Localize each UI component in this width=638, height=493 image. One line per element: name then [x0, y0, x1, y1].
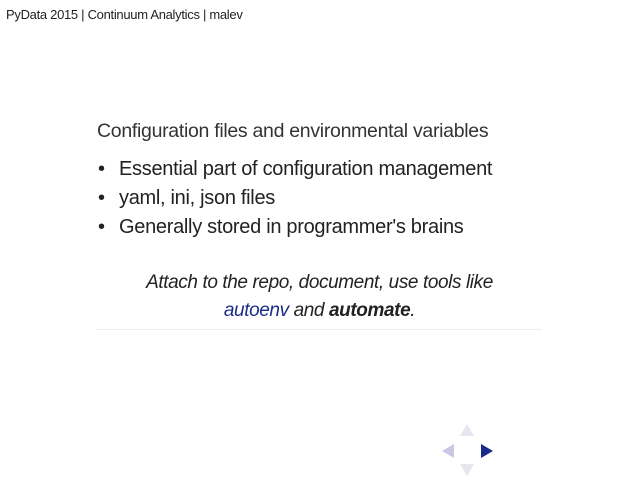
triangle-left-icon[interactable]	[442, 444, 454, 458]
slide-title: Configuration files and environmental variables	[97, 120, 489, 142]
divider	[97, 329, 542, 330]
bullet-item	[97, 184, 542, 213]
presentation-header: PyData 2015 | Continuum Analytics | malev	[6, 7, 243, 22]
bullet-dot-icon: •	[98, 216, 105, 238]
slide-content	[97, 120, 542, 330]
bullet-text: Essential part of configuration management	[119, 158, 493, 180]
note-bold: automate	[328, 300, 411, 321]
autoenv-link[interactable]: autoenv	[223, 300, 289, 321]
note-suffix: .	[410, 300, 416, 321]
bullet-text: yaml, ini, json files	[119, 187, 275, 209]
bullet-item	[97, 213, 542, 242]
slide-note	[97, 269, 542, 325]
note-middle: and	[293, 300, 325, 321]
triangle-right-icon[interactable]	[481, 444, 493, 458]
note-prefix: Attach to the repo, document, use tools like	[146, 272, 493, 293]
triangle-up-icon[interactable]	[460, 424, 474, 436]
bullet-dot-icon: •	[98, 158, 105, 180]
bullet-item	[97, 155, 542, 184]
bullet-text: Generally stored in programmer's brains	[119, 216, 464, 238]
bullet-dot-icon: •	[98, 187, 105, 209]
bullet-list	[97, 155, 542, 242]
triangle-down-icon[interactable]	[460, 464, 474, 476]
slide-navigation-controls	[440, 424, 496, 480]
